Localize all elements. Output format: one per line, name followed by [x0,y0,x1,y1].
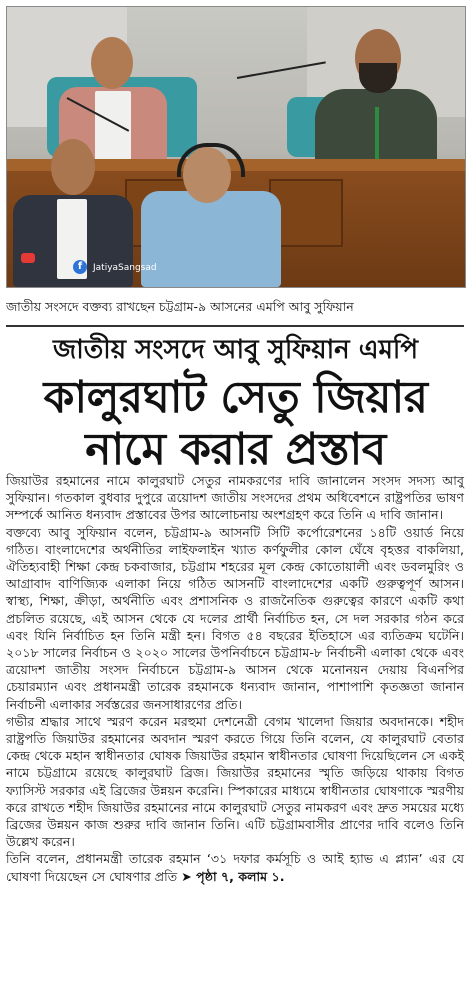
continued-on-page-link[interactable]: ➤ পৃষ্ঠা ৭, কলাম ১. [181,868,285,884]
caption-divider [6,325,464,327]
facebook-logo-icon: f [73,260,87,274]
article-paragraph-last [6,850,464,884]
news-photo [6,6,466,288]
article-paragraph-text: তিনি বলেন, প্রধানমন্ত্রী তারেক রহমান ‘৩১ দফার কর্মসূচি ও আই হ্যাভ এ প্ল্যান’ এর যে ঘোষণা দিয়েছেন সে ঘোষণার প্রতি [6,851,464,884]
person-back-head [91,37,133,89]
subheadline: জাতীয় সংসদে আবু সুফিয়ান এমপি [52,335,418,365]
headline-line-2: নামে করার প্রস্তাব [85,424,386,475]
person-front-left-head [51,139,95,195]
photo-caption: জাতীয় সংসদে বক্তব্য রাখছেন চট্টগ্রাম-৯ আসনের এমপি আবু সুফিয়ান [6,299,354,314]
headline-line-1: কালুরঘাট সেতু জিয়ার [43,372,428,423]
youtube-logo-icon [21,253,35,263]
person-back-shirt [95,91,131,161]
person-front-mid-body [141,191,281,287]
article-paragraph: বক্তব্যে আবু সুফিয়ান বলেন, চট্টগ্রাম-৯ আসনটি সিটি কর্পোরেশনের ১৪টি ওয়ার্ড নিয়ে গঠিত। বাংলাদেশের অর্থনীতির লাইফলাইন খ্যাত কর্ণফুলীর কোল ঘেঁষে বৃহত্তর বাকলিয়া, ঐতিহ্যবাহী শিক্ষা কেন্দ্র চকবাজার, চট্টগ্রাম শহরের মূল কেন্দ্র কোতোয়ালী এবং ডবলমুরিং ও আগ্রাবাদ বাণিজ্যিক এলাকা নিয়ে গঠিত আসনটি বাংলাদেশের একটি গুরুত্বপূর্ণ আসন। স্বাস্থ্য, শিক্ষা, ক্রীড়া, অর্থনীতি এবং প্রশাসনিক ও রাজনৈতিক গুরুত্বের কারণে একটি কথা প্রচলিত রয়েছে, এই আসন থেকে যে দলের প্রার্থী নির্বাচিত হন, সে দল সরকার গঠন করে এবং যিনি নির্বাচিত হন তিনি মন্ত্রী হন। বিগত ৫৪ বছরের ইতিহাসে এর ব্যতিক্রম ঘটেনি। ২০১৮ সালের নির্বাচন ও ২০২০ সালের উপনির্বাচনে চট্টগ্রাম-৮ নির্বাচনী এলাকা থেকে এবং ত্রয়োদশ জাতীয় সংসদ নির্বাচনে চট্টগ্রাম-৯ আসন থেকে মনোনয়ন দেয়ায় বিএনপির চেয়ারম্যান এবং প্রধানমন্ত্রী তারেক রহমানকে ধন্যবাদ জানান, পাশাপাশি কৃতজ্ঞতা জানান নির্বাচনী এলাকার সর্বস্তরের জনসাধারণের প্রতি। [6,524,464,712]
article-paragraph: জিয়াউর রহমানের নামে কালুরঘাট সেতুর নামকরণের দাবি জানালেন সংসদ সদস্য আবু সুফিয়ান। গতকাল বুধবার দুপুরে ত্রয়োদশ জাতীয় সংসদের প্রথম অধিবেশনে রাষ্ট্রপতির ভাষণ সম্পর্কে আনিত ধন্যবাদ প্রস্তাবের উপর আলোচনায় অংশগ্রহণ করে তিনি এ দাবি জানান। [6,473,464,523]
photo-watermark: JatiyaSangsad [93,263,157,273]
article-body [6,472,464,885]
headline [0,372,471,476]
article-paragraph: গভীর শ্রদ্ধার সাথে স্মরণ করেন মরহুমা দেশনেত্রী বেগম খালেদা জিয়ার অবদানকে। শহীদ রাষ্ট্রপতি জিয়াউর রহমানের অবদান স্মরণ করতে গিয়ে তিনি বলেন, যে কালুরঘাট বেতার কেন্দ্র থেকে মহান স্বাধীনতার ঘোষক জিয়াউর রহমান স্বাধীনতার ঘোষণা দিয়েছিলেন সে একই নামে চট্টগ্রামে রয়েছে কালুরঘাট ব্রিজ। জিয়াউর রহমানের স্মৃতি জড়িয়ে থাকায় বিগত ফ্যাসিস্ট সরকার এই ব্রিজের উন্নয়ন করেনি। স্পিকারের মাধ্যমে স্বাধীনতার ঘোষণাকে স্মরণীয় করে রাখতে শহীদ জিয়াউর রহমানের নামে কালুরঘাট সেতুর নামকরণ এবং দ্রুত সময়ের মধ্যে ব্রিজের উন্নয়ন কাজ শুরুর দাবি জানান তিনি। এটি চট্টগ্রামবাসীর প্রাণের দাবি বলেও তিনি উল্লেখ করেন। [6,713,464,850]
